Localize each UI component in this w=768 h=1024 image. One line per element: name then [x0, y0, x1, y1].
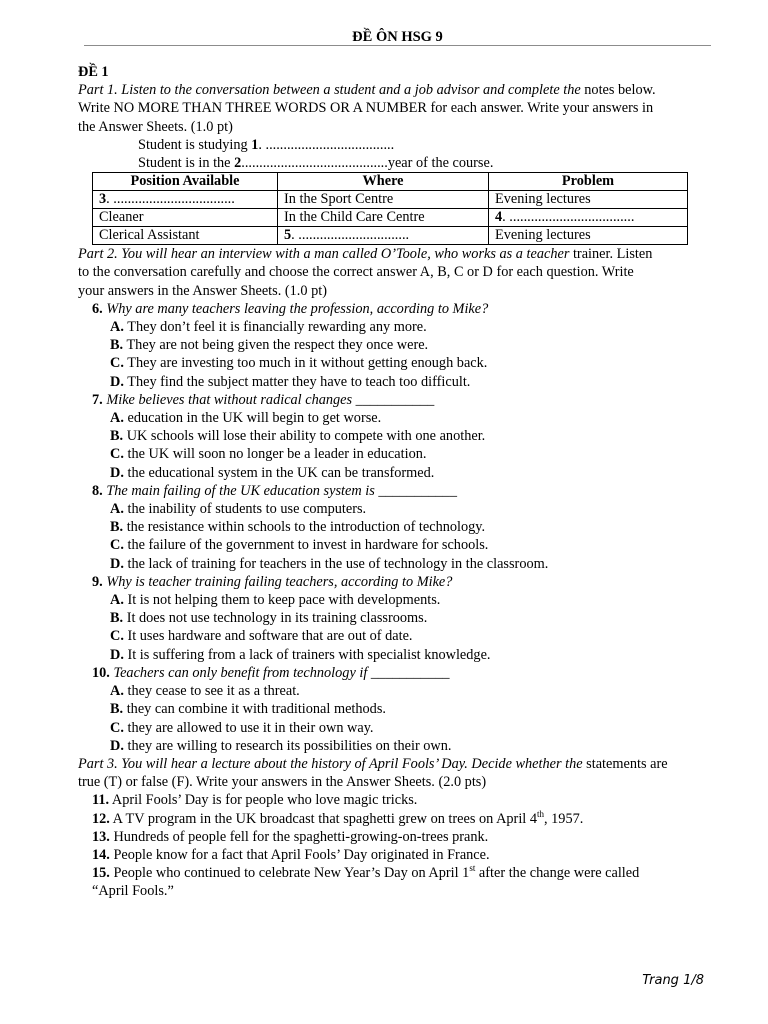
answer-option [78, 646, 718, 664]
option-text: UK schools will lose their ability to compete with one another. [123, 428, 486, 445]
year-line [78, 154, 718, 172]
option-text: They are not being given the respect they once were. [123, 337, 429, 354]
table-row [93, 227, 688, 245]
option-letter: B. [110, 519, 124, 536]
header-divider [84, 45, 711, 46]
statement-list [78, 791, 718, 882]
answer-option [78, 336, 718, 354]
table-header-cell: Problem [489, 173, 688, 191]
statement [78, 864, 718, 882]
question [78, 664, 718, 682]
option-text: they cease to see it as a threat. [123, 683, 300, 700]
option-text: They find the subject matter they have to teach too difficult. [123, 373, 471, 390]
cell-text: In the Sport Centre [284, 191, 394, 208]
option-text: They don’t feel it is financially rewarding any more. [123, 319, 427, 336]
option-letter: C. [110, 537, 124, 554]
question-blank: ___________ [355, 391, 435, 408]
statement-text: People know for a fact that April Fools’ Day originated in France. [109, 846, 490, 863]
option-text: the UK will soon no longer be a leader in education. [123, 446, 427, 463]
option-letter: D. [110, 555, 124, 572]
table-row [93, 191, 688, 209]
question-number: 8. [92, 482, 103, 499]
part2-instruction-line: to the conversation carefully and choose the correct answer A, B, C or D for each question. Write [78, 264, 634, 281]
answer-option [78, 627, 718, 645]
question [78, 391, 718, 409]
question [78, 482, 718, 500]
statement-continuation: “April Fools.” [92, 883, 174, 900]
statement [78, 828, 718, 846]
statement [78, 810, 718, 828]
blank-number-5: 5 [284, 227, 292, 244]
option-letter: C. [110, 719, 124, 736]
study-prefix: Student is studying [138, 136, 252, 153]
question-blank: ___________ [370, 664, 450, 681]
table-header-cell: Where [278, 173, 489, 191]
option-letter: D. [110, 373, 124, 390]
cell-text: Evening lectures [495, 227, 591, 244]
table-cell [489, 227, 688, 245]
answer-option [78, 318, 718, 336]
table-cell [278, 191, 489, 209]
question-list [78, 300, 718, 755]
year-suffix: year of the course. [387, 155, 494, 172]
statement-number: 14. [92, 846, 110, 863]
answer-option [78, 609, 718, 627]
blank-number-3: 3 [99, 191, 107, 208]
answer-option [78, 518, 718, 536]
option-letter: C. [110, 446, 124, 463]
option-letter: A. [110, 592, 124, 609]
table-cell [278, 227, 489, 245]
question-text: The main failing of the UK education system is [106, 482, 379, 499]
part2-intro-rest: trainer. Listen [569, 246, 653, 263]
answer-blank-4: . ................................... [502, 209, 635, 226]
answer-option [78, 500, 718, 518]
statement-number: 12. [92, 810, 110, 827]
question-number: 6. [92, 300, 103, 317]
table-row [93, 209, 688, 227]
option-text: It is suffering from a lack of trainers with specialist knowledge. [123, 646, 491, 663]
answer-option [78, 354, 718, 372]
part3-intro-italic: Part 3. You will hear a lecture about the history of April Fools’ Day. Decide whether the [78, 755, 583, 772]
answer-option [78, 682, 718, 700]
option-text: They are investing too much in it without getting enough back. [123, 355, 488, 372]
option-text: education in the UK will begin to get worse. [123, 410, 382, 427]
part3-instruction-line: true (T) or false (F). Write your answers in the Answer Sheets. (2.0 pts) [78, 774, 487, 791]
table-cell [489, 191, 688, 209]
question-text: Mike believes that without radical changes [106, 391, 356, 408]
answer-option [78, 719, 718, 737]
answer-option [78, 555, 718, 573]
question [78, 300, 718, 318]
blank-number-1: 1 [251, 136, 259, 153]
option-text: It uses hardware and software that are out of date. [123, 628, 413, 645]
option-text: the lack of training for teachers in the use of technology in the classroom. [123, 555, 549, 572]
answer-blank-2: ......................................... [241, 155, 388, 172]
option-letter: A. [110, 319, 124, 336]
statement-number: 13. [92, 828, 110, 845]
answer-option [78, 700, 718, 718]
part2-intro [78, 245, 718, 263]
cell-text: Evening lectures [495, 191, 591, 208]
statement-text: Hundreds of people fell for the spaghetti-growing-on-trees prank. [109, 828, 489, 845]
statement-superscript: st [469, 863, 476, 874]
answer-option [78, 591, 718, 609]
option-text: the resistance within schools to the introduction of technology. [123, 519, 486, 536]
answer-blank-1: . .................................... [258, 136, 395, 153]
blank-number-2: 2 [234, 155, 242, 172]
statement-number: 15. [92, 865, 110, 882]
part1-instruction-line: Write NO MORE THAN THREE WORDS OR A NUMBER for each answer. Write your answers in [78, 100, 654, 117]
statement [78, 791, 718, 809]
positions-table [92, 172, 688, 245]
cell-text: Clerical Assistant [99, 227, 200, 244]
option-letter: B. [110, 428, 124, 445]
option-letter: C. [110, 355, 124, 372]
option-letter: A. [110, 410, 124, 427]
statement-number: 11. [92, 792, 110, 809]
table-cell [93, 191, 278, 209]
part2-instruction-line: your answers in the Answer Sheets. (1.0 pt) [78, 282, 327, 299]
statement [78, 846, 718, 864]
answer-option [78, 445, 718, 463]
part3-intro-rest: statements are [582, 755, 668, 772]
option-letter: B. [110, 337, 124, 354]
option-letter: D. [110, 646, 124, 663]
table-header-cell: Position Available [93, 173, 278, 191]
answer-option [78, 427, 718, 445]
option-text: the failure of the government to invest in hardware for schools. [123, 537, 489, 554]
question-text: Why is teacher training failing teachers, according to Mike? [106, 573, 453, 590]
part3-intro [78, 755, 718, 773]
answer-option [78, 536, 718, 554]
cell-text: In the Child Care Centre [284, 209, 425, 226]
blank-number-4: 4 [495, 209, 503, 226]
table-cell [93, 227, 278, 245]
statement-text-after: after the change were called [475, 865, 640, 882]
option-letter: C. [110, 628, 124, 645]
statement-superscript: th [536, 808, 544, 819]
table-cell [278, 209, 489, 227]
option-letter: D. [110, 464, 124, 481]
answer-blank-3: . .................................. [106, 191, 235, 208]
option-text: It is not helping them to keep pace with developments. [123, 592, 441, 609]
document-body [78, 63, 718, 901]
option-text: they are allowed to use it in their own way. [123, 719, 374, 736]
table-cell [489, 209, 688, 227]
option-text: they are willing to research its possibilities on their own. [123, 737, 452, 754]
option-letter: B. [110, 610, 124, 627]
exam-label: ĐỀ 1 [78, 64, 109, 80]
question-text: Why are many teachers leaving the profession, according to Mike? [106, 300, 489, 317]
option-letter: D. [110, 737, 124, 754]
part1-intro-rest: notes below. [580, 82, 656, 99]
part1-instruction-line: the Answer Sheets. (1.0 pt) [78, 118, 233, 135]
study-line [78, 136, 718, 154]
statement-text-after: , 1957. [544, 810, 584, 827]
answer-option [78, 737, 718, 755]
question-number: 10. [92, 664, 110, 681]
page-header-title: ĐỀ ÔN HSG 9 [352, 29, 443, 45]
option-text: It does not use technology in its training classrooms. [123, 610, 428, 627]
question-number: 7. [92, 391, 103, 408]
option-text: they can combine it with traditional methods. [123, 701, 386, 718]
cell-text: Cleaner [99, 209, 144, 226]
table-cell [93, 209, 278, 227]
option-letter: A. [110, 683, 124, 700]
table-header-row [93, 173, 688, 191]
answer-blank-5: . ............................... [291, 227, 410, 244]
statement-text: A TV program in the UK broadcast that spaghetti grew on trees on April 4 [109, 810, 537, 827]
statement-text: People who continued to celebrate New Year’s Day on April 1 [109, 865, 470, 882]
question-text: Teachers can only benefit from technology if [113, 664, 371, 681]
part1-intro-italic: Part 1. Listen to the conversation between a student and a job advisor and complete the [78, 82, 581, 99]
question-blank: ___________ [378, 482, 457, 499]
year-prefix: Student is in the [138, 155, 235, 172]
option-text: the educational system in the UK can be transformed. [123, 464, 435, 481]
answer-option [78, 464, 718, 482]
question [78, 573, 718, 591]
part1-intro [78, 81, 718, 99]
question-number: 9. [92, 573, 103, 590]
answer-option [78, 373, 718, 391]
option-text: the inability of students to use computers. [123, 501, 367, 518]
part2-intro-italic: Part 2. You will hear an interview with a man called O’Toole, who works as a teacher [78, 246, 570, 263]
option-letter: B. [110, 701, 124, 718]
option-letter: A. [110, 501, 124, 518]
page-number: Trang 1/8 [642, 973, 704, 988]
statement-text: April Fools’ Day is for people who love magic tricks. [109, 792, 418, 809]
answer-option [78, 409, 718, 427]
